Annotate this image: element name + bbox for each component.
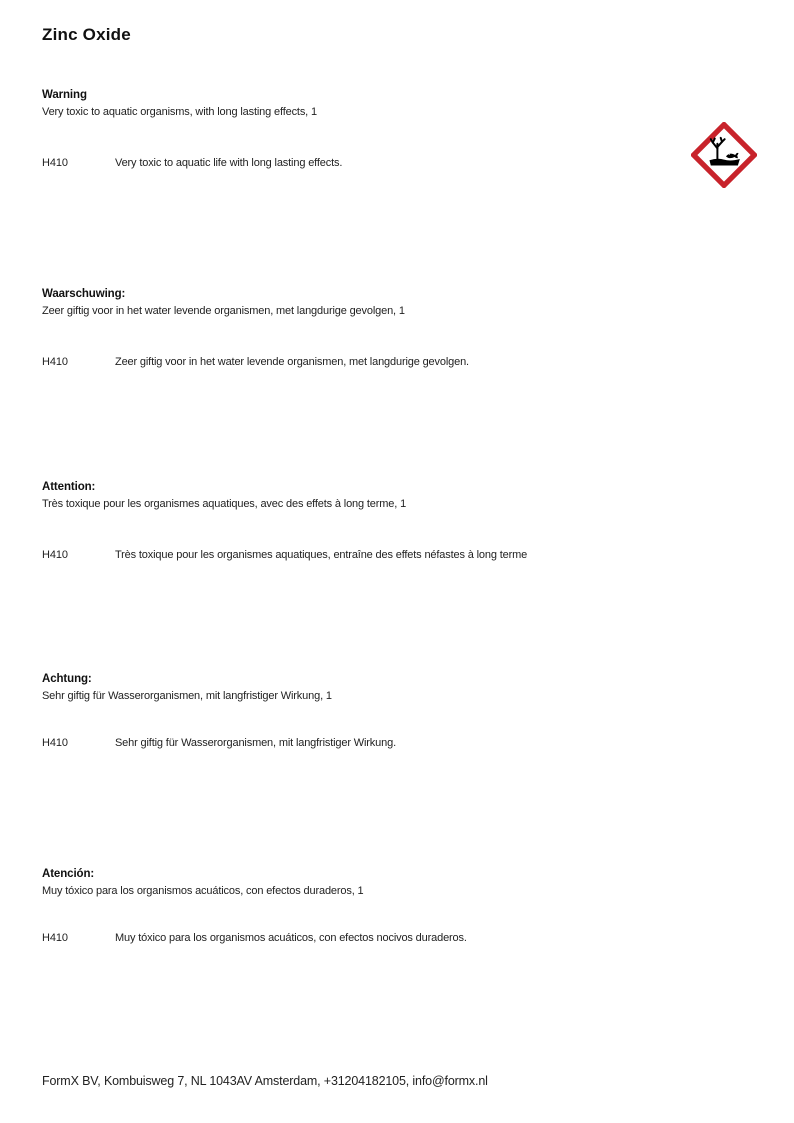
hazard-code: H410: [42, 932, 68, 944]
section-dutch: [42, 287, 682, 369]
section-english: [42, 88, 682, 170]
section-heading: Atención:: [42, 868, 95, 880]
section-statement: Sehr giftig für Wasserorganismen, mit langfristiger Wirkung, 1: [42, 690, 332, 702]
section-german: [42, 672, 682, 750]
section-spanish: [42, 867, 682, 945]
footer-contact: FormX BV, Kombuisweg 7, NL 1043AV Amsterdam, +31204182105, info@formx.nl: [42, 1074, 488, 1088]
hazard-code: H410: [42, 737, 68, 749]
hazard-code: H410: [42, 356, 68, 368]
ghs09-environment-icon: [691, 122, 757, 188]
hazard-text: Zeer giftig voor in het water levende organismen, met langdurige gevolgen.: [115, 356, 469, 368]
page-title: Zinc Oxide: [42, 25, 131, 44]
hazard-row: [42, 548, 682, 562]
section-statement: Very toxic to aquatic organisms, with long lasting effects, 1: [42, 106, 317, 118]
section-heading: Achtung:: [42, 673, 92, 685]
section-heading: Warning: [42, 89, 87, 101]
hazard-text: Sehr giftig für Wasserorganismen, mit langfristiger Wirkung.: [115, 737, 396, 749]
hazard-code: H410: [42, 549, 68, 561]
hazard-text: Très toxique pour les organismes aquatiques, entraîne des effets néfastes à long terme: [115, 549, 528, 561]
ghs09-environment-svg: [691, 122, 757, 188]
section-french: [42, 480, 682, 562]
section-heading: Attention:: [42, 481, 96, 493]
section-statement: Zeer giftig voor in het water levende organismen, met langdurige gevolgen, 1: [42, 305, 405, 317]
hazard-row: [42, 355, 682, 369]
section-statement: Muy tóxico para los organismos acuáticos, con efectos duraderos, 1: [42, 885, 364, 897]
hazard-row: [42, 931, 682, 945]
hazard-row: [42, 156, 682, 170]
hazard-text: Very toxic to aquatic life with long lasting effects.: [115, 157, 343, 169]
hazard-text: Muy tóxico para los organismos acuáticos, con efectos nocivos duraderos.: [115, 932, 467, 944]
hazard-code: H410: [42, 157, 68, 169]
section-statement: Très toxique pour les organismes aquatiques, avec des effets à long terme, 1: [42, 498, 407, 510]
hazard-row: [42, 736, 682, 750]
section-heading: Waarschuwing:: [42, 288, 126, 300]
